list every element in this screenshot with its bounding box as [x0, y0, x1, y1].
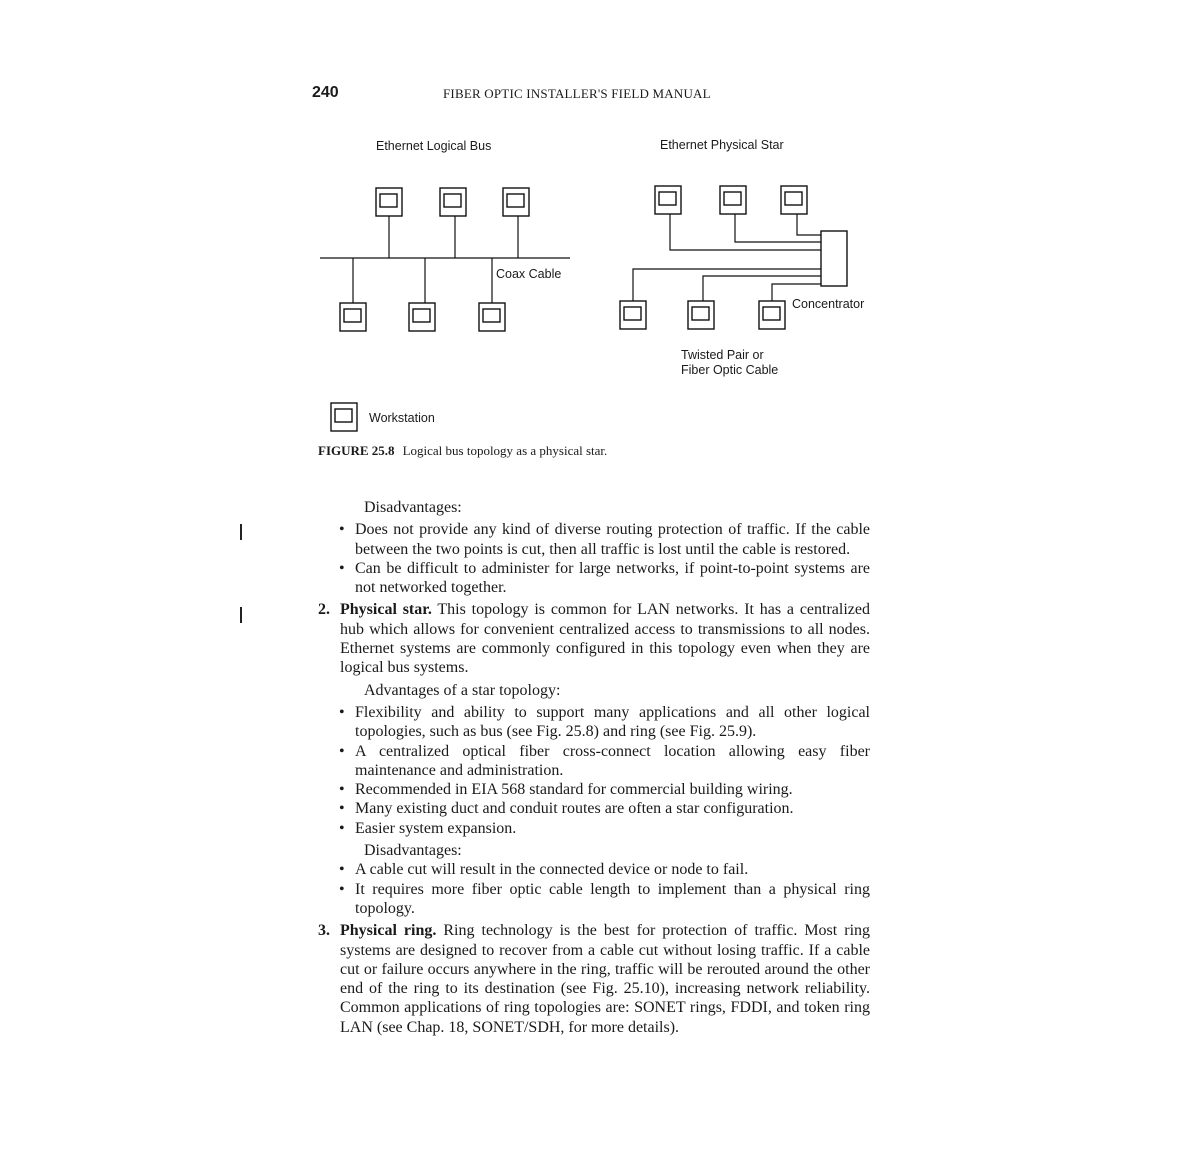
caption-text: Logical bus topology as a physical star. — [402, 443, 608, 458]
numbered-item-physical-star: 2. Physical star. This topology is common for LAN networks. It has a centralized hub which allows for convenient centralized access to transmissions to all nodes. Ethernet systems are commonly configured in this topology even when they are logical bus systems. — [318, 601, 870, 677]
legend-label: Workstation — [369, 411, 435, 425]
bullet-icon: • — [339, 861, 345, 879]
bullet-icon: • — [339, 880, 345, 898]
workstation-icon — [688, 301, 714, 329]
workstation-legend-icon — [331, 403, 357, 431]
legend — [331, 403, 435, 431]
workstation-icon — [479, 303, 505, 331]
concentrator-label: Concentrator — [792, 297, 865, 311]
physical-star-diagram — [620, 186, 864, 377]
disadvantages-label: Disadvantages: — [364, 499, 462, 516]
caption-number: FIGURE 25.8 — [318, 443, 395, 458]
body-text — [318, 498, 870, 1037]
coax-cable-label: Coax Cable — [496, 267, 562, 281]
workstation-icon — [409, 303, 435, 331]
bullet-icon: • — [339, 819, 345, 837]
workstation-icon — [759, 301, 785, 329]
margin-mark — [240, 607, 242, 623]
list-item: • Flexibility and ability to support many applications and all other logical topologies, such as bus (see Fig. 25.8) and ring (see Fig. 25.9). — [339, 703, 870, 741]
list-item: • Easier system expansion. — [339, 819, 517, 837]
bullet-icon: • — [339, 781, 345, 799]
list-item: • It requires more fiber optic cable length to implement than a physical ring topology. — [339, 880, 870, 917]
bullet-icon: • — [339, 521, 345, 539]
list-item: • Does not provide any kind of diverse routing protection of traffic. If the cable between the two points is cut, then all traffic is lost until the cable is restored. — [339, 521, 870, 558]
bullet-icon: • — [339, 742, 345, 760]
numbered-item-physical-ring: 3. Physical ring. Ring technology is the best for protection of traffic. Most ring systems are designed to recover from a cable cut without losing traffic. If a cable cut or failure occurs anywhere in the ring, traffic will be rerouted around the other end of the ring to its destination (see Fig. 25.10), increasing network reliability. Common applications of ring topologies are: SONET rings, FDDI, and token ring LAN (see Chap. 18, SONET/SDH, for more details). — [318, 922, 871, 1036]
list-item: • Recommended in EIA 568 standard for commercial building wiring. — [339, 781, 793, 799]
workstation-icon — [720, 186, 746, 214]
page-number: 240 — [312, 84, 339, 101]
workstation-icon — [620, 301, 646, 329]
star-diagram-title: Ethernet Physical Star — [660, 138, 784, 152]
concentrator-box — [821, 231, 847, 286]
list-item: • A cable cut will result in the connected device or node to fail. — [339, 861, 749, 879]
bus-diagram-title: Ethernet Logical Bus — [376, 139, 492, 153]
margin-mark — [240, 524, 242, 540]
bullet-icon: • — [339, 703, 345, 721]
topology-figure — [0, 0, 1191, 480]
workstation-icon — [376, 188, 402, 216]
workstation-icon — [781, 186, 807, 214]
list-item: • Many existing duct and conduit routes are often a star configuration. — [339, 800, 794, 818]
workstation-icon — [503, 188, 529, 216]
workstation-icon — [340, 303, 366, 331]
running-head: FIBER OPTIC INSTALLER'S FIELD MANUAL — [443, 86, 711, 101]
bullet-icon: • — [339, 800, 345, 818]
advantages-label: Advantages of a star topology: — [364, 681, 561, 699]
logical-bus-diagram — [320, 188, 570, 331]
workstation-icon — [440, 188, 466, 216]
list-item: • Can be difficult to administer for large networks, if point-to-point systems are not networked together. — [339, 559, 870, 597]
figure-caption — [318, 443, 607, 459]
twisted-pair-label-line2: Fiber Optic Cable — [681, 363, 779, 377]
list-item: • A centralized optical fiber cross-connect location allowing easy fiber maintenance and administration. — [339, 742, 870, 779]
bullet-icon: • — [339, 559, 345, 577]
twisted-pair-label-line1: Twisted Pair or — [681, 348, 764, 362]
disadvantages-label: Disadvantages: — [364, 842, 462, 860]
workstation-icon — [655, 186, 681, 214]
